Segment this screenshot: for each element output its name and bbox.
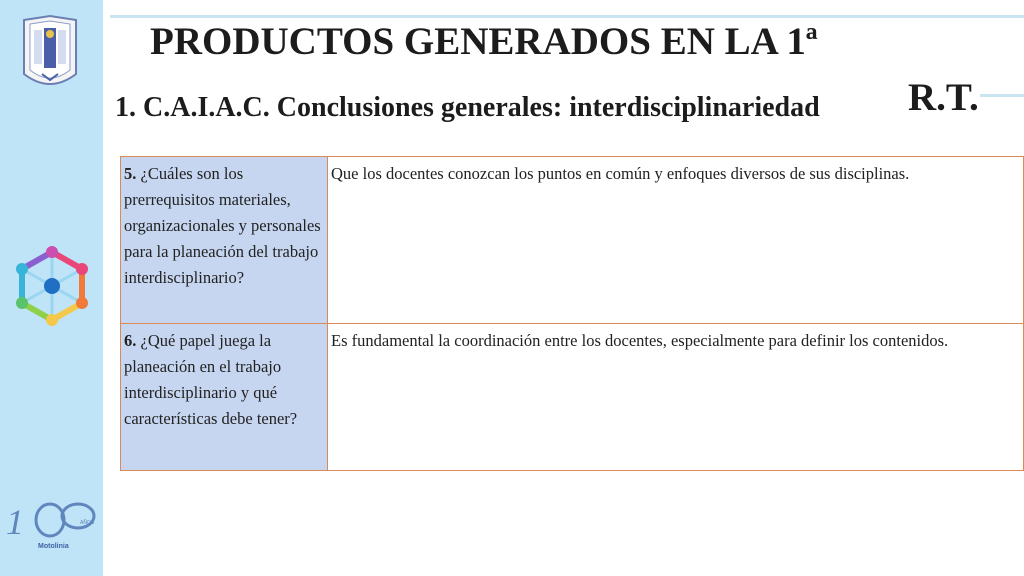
qa-table: [120, 156, 1024, 471]
table-row: [121, 324, 1024, 471]
answer-cell: Que los docentes conozcan los puntos en común y enfoques diversos de sus disciplinas.: [328, 157, 1024, 324]
answer-cell: Es fundamental la coordinación entre los docentes, especialmente para definir los contenidos.: [328, 324, 1024, 471]
table-row: [121, 157, 1024, 324]
question-cell: [121, 157, 328, 324]
page-title: PRODUCTOS GENERADOS EN LA 1ª: [150, 20, 818, 63]
network-hexagon-logo: [10, 244, 94, 328]
question-text: ¿Qué papel juega la planeación en el trabajo interdisciplinario y qué características debe tener?: [124, 331, 298, 428]
page-title-overflow: R.T.: [908, 76, 979, 119]
question-cell: [121, 324, 328, 471]
question-number: 6.: [124, 331, 137, 350]
right-divider: [980, 94, 1024, 97]
page-subtitle: 1. C.A.I.A.C. Conclusiones generales: interdisciplinariedad: [115, 92, 820, 123]
school-name-text: Motolinia: [38, 543, 69, 550]
question-number: 5.: [124, 164, 137, 183]
top-divider: [110, 15, 1024, 18]
anniversary-logo: [2, 496, 102, 558]
school-crest-logo: [20, 14, 80, 94]
svg-text:1: 1: [6, 502, 24, 542]
question-text: ¿Cuáles son los prerrequisitos materiales, organizacionales y personales para la planeación del trabajo interdisciplinario?: [124, 164, 321, 287]
anniversary-years-text: AÑOS: [80, 520, 95, 526]
